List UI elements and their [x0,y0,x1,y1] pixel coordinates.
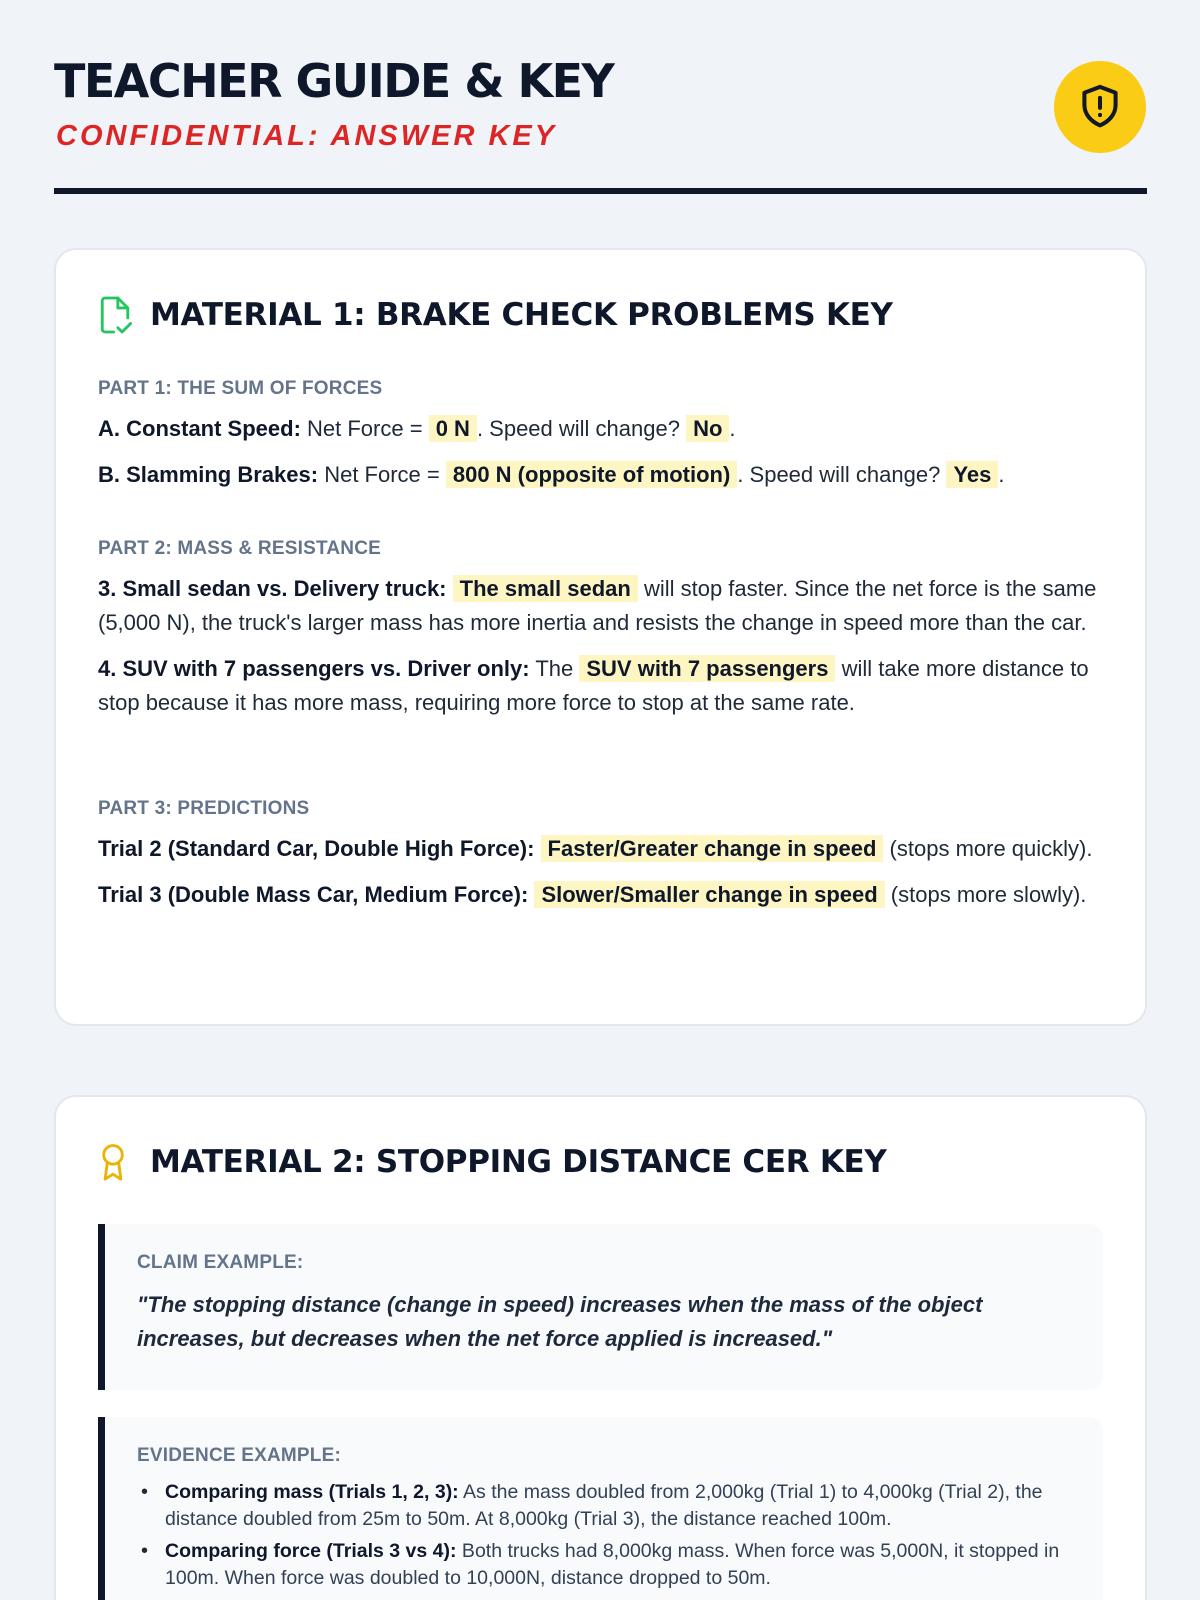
material-1-header [98,290,1103,340]
page-subtitle: CONFIDENTIAL: ANSWER KEY [56,120,558,152]
answer-a-constant-speed: A. Constant Speed: Net Force = 0 N . Speed will change? No . [98,416,736,441]
confidential-badge [1054,61,1146,153]
answer-b-slamming-brakes: B. Slamming Brakes: Net Force = 800 N (opposite of motion) . Speed will change? Yes . [98,462,1005,487]
evidence-label: EVIDENCE EXAMPLE: [137,1445,341,1466]
award-ribbon-icon [98,1141,136,1183]
answer-4-suv-vs-driver: 4. SUV with 7 passengers vs. Driver only: The SUV with 7 passengers will take more distance to stop because it has more mass, requiring more force to stop at the same rate. [98,656,1089,715]
answer-highlight: Yes [946,461,998,488]
answer-highlight: The small sedan [453,575,638,602]
part-3-label: PART 3: PREDICTIONS [98,798,310,819]
answer-highlight: SUV with 7 passengers [579,655,835,682]
teacher-guide-page [54,0,1147,1589]
material-1-title: MATERIAL 1: BRAKE CHECK PROBLEMS KEY [150,297,893,333]
part-1-section [98,378,1103,492]
shield-alert-icon [1078,83,1122,131]
claim-text: "The stopping distance (change in speed) increases when the mass of the object increases, but decreases when the net force applied is increased." [137,1292,983,1351]
material-1-card [54,248,1147,1026]
answer-trial-2: Trial 2 (Standard Car, Double High Force): Faster/Greater change in speed (stops more quickly). [98,836,1093,861]
answer-3-sedan-vs-truck: 3. Small sedan vs. Delivery truck: The small sedan will stop faster. Since the net force is the same (5,000 N), the truck's larger mass has more inertia and resists the change in speed more than the car. [98,576,1097,635]
claim-label: CLAIM EXAMPLE: [137,1252,304,1273]
part-2-section [98,538,1103,720]
list-item: • Comparing mass (Trials 1, 2, 3): As the mass doubled from 2,000kg (Trial 1) to 4,000kg (Trial 2), the distance doubled from 25m to 50m. At 8,000kg (Trial 3), the distance reached 100m. [137,1479,1073,1533]
answer-highlight: Slower/Smaller change in speed [534,881,884,908]
answer-highlight: 800 N (opposite of motion) [446,461,737,488]
material-2-card [54,1095,1147,1600]
evidence-box [98,1417,1103,1600]
answer-highlight: No [686,415,729,442]
claim-box [98,1224,1103,1390]
evidence-list [137,1479,1073,1592]
file-check-icon [98,294,136,336]
answer-trial-3: Trial 3 (Double Mass Car, Medium Force): Slower/Smaller change in speed (stops more slowly). [98,882,1087,907]
part-1-label: PART 1: THE SUM OF FORCES [98,378,383,399]
list-item: • Comparing force (Trials 3 vs 4): Both trucks had 8,000kg mass. When force was 5,000N, it stopped in 100m. When force was doubled to 10,000N, distance dropped to 50m. [137,1538,1073,1592]
answer-highlight: 0 N [429,415,477,442]
part-3-section [98,798,1103,912]
page-header [54,0,1147,194]
part-2-label: PART 2: MASS & RESISTANCE [98,538,381,559]
answer-highlight: Faster/Greater change in speed [541,835,884,862]
material-2-header [98,1137,1103,1187]
material-2-title: MATERIAL 2: STOPPING DISTANCE CER KEY [150,1144,887,1180]
page-title: TEACHER GUIDE & KEY [54,54,614,108]
